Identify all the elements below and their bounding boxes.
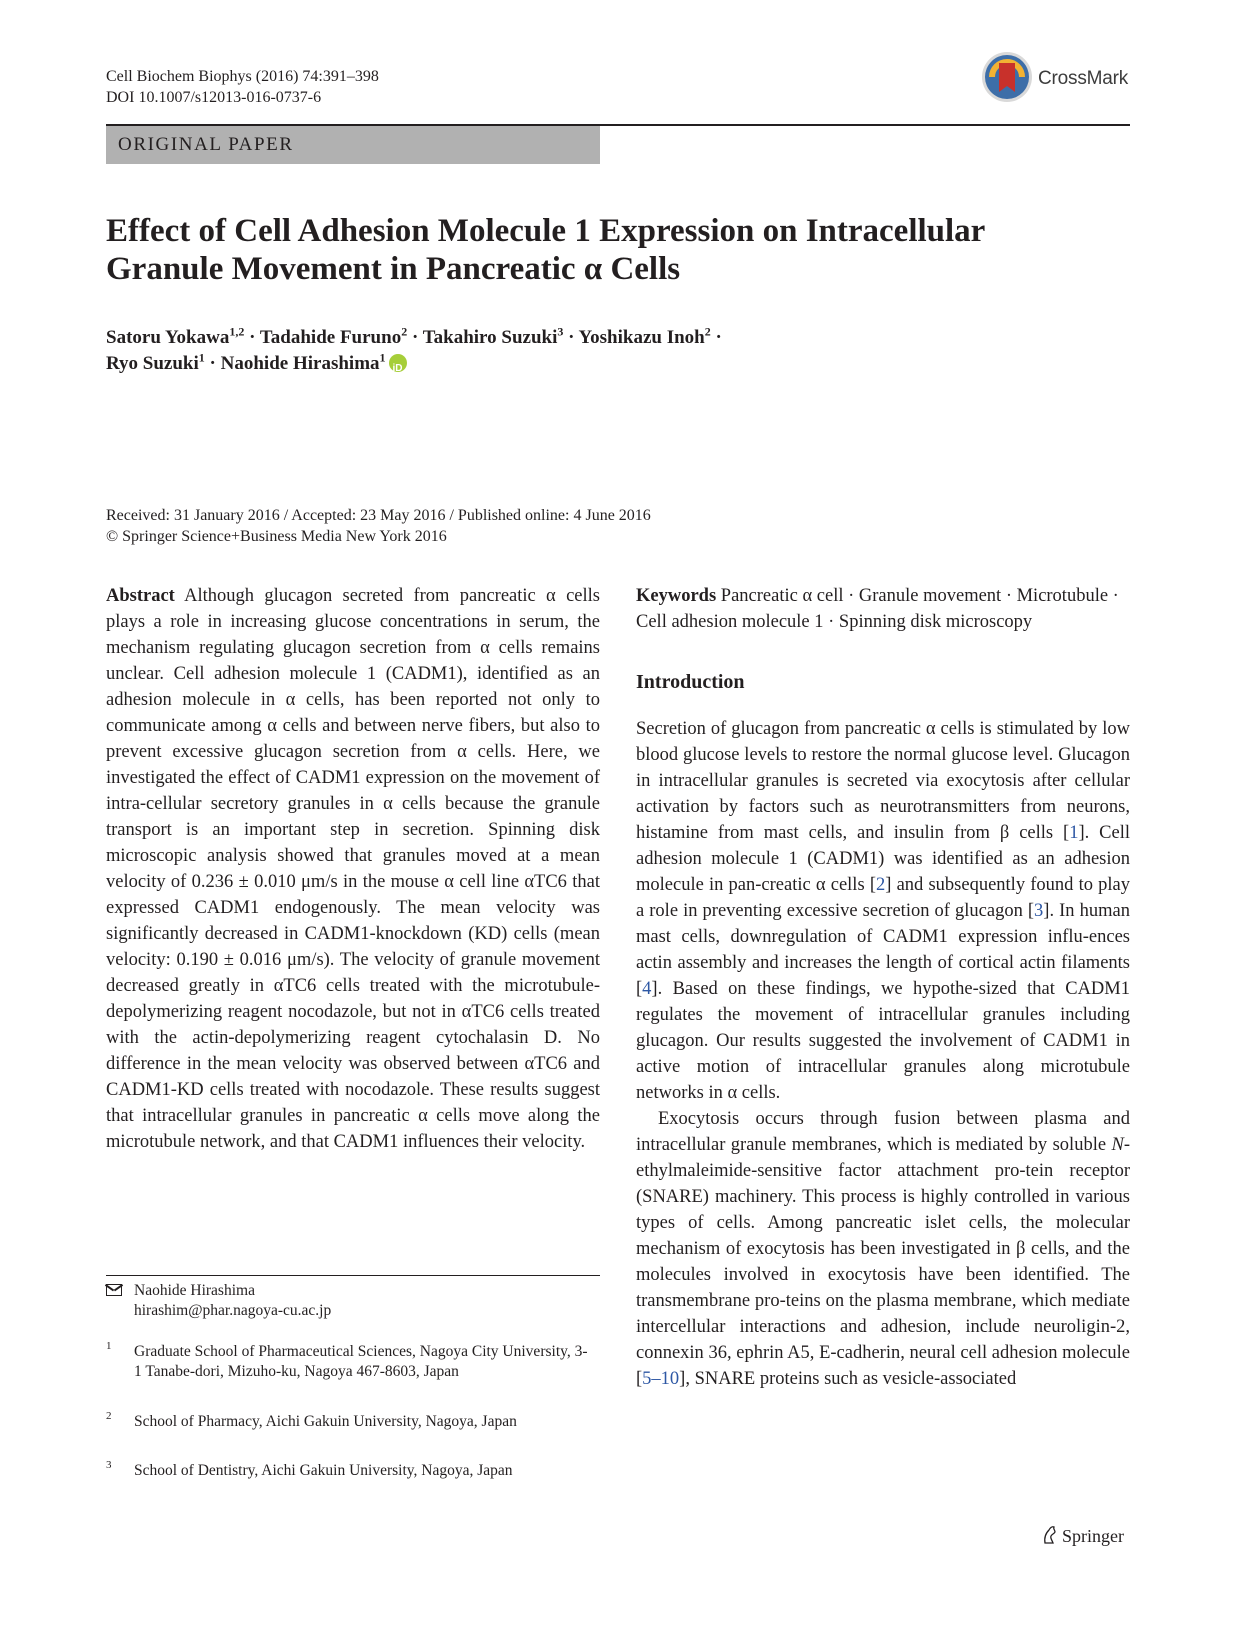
citation-link[interactable]: 2 [876, 875, 886, 895]
title-line-1: Effect of Cell Adhesion Molecule 1 Expression on Intracellular [106, 213, 986, 249]
author-affiliation: 2 [704, 324, 711, 339]
author-name[interactable]: Takahiro Suzuki [422, 327, 558, 348]
author-name[interactable]: Satoru Yokawa [106, 327, 230, 348]
author-line-2 [106, 351, 1106, 377]
crossmark-label: CrossMark [1038, 68, 1129, 89]
author-line-1 [106, 325, 1106, 351]
author-separator: · [209, 353, 216, 374]
citation-link[interactable]: 3 [1034, 901, 1044, 921]
text-run: ] and subsequently found to play a role in preventing excessive secretion of glucagon [ [636, 875, 1131, 921]
author-name[interactable]: Ryo Suzuki [106, 353, 199, 374]
crossmark-badge[interactable] [980, 50, 1130, 106]
introduction-heading: Introduction [636, 671, 745, 693]
correspondence-name: Naohide Hirashima [134, 1282, 255, 1299]
orcid-icon[interactable] [389, 354, 407, 372]
author-separator: · [715, 327, 722, 348]
author-list [106, 325, 1106, 377]
affiliation-3: School of Dentistry, Aichi Gakuin University, Nagoya, Japan [134, 1462, 513, 1479]
crossmark-icon [980, 50, 1034, 104]
journal-citation [106, 66, 379, 108]
author-name[interactable]: Yoshikazu Inoh [578, 327, 705, 348]
correspondence [134, 1281, 600, 1321]
title-line-2: Granule Movement in Pancreatic α Cells [106, 251, 681, 287]
keywords [636, 583, 1130, 635]
author-affiliation: 1 [379, 350, 386, 365]
right-column [636, 583, 1130, 1392]
affiliation-number: 3 [106, 1459, 112, 1471]
affiliation-1: Graduate School of Pharmaceutical Sciences, Nagoya City University, 3-1 Tanabe-dori, Mizuho-ku, Nagoya 467-8603, Japan [134, 1343, 588, 1380]
publisher-logo [1042, 1525, 1124, 1547]
abstract [106, 583, 600, 1155]
left-column [106, 583, 600, 1155]
envelope-icon [106, 1284, 122, 1296]
article-title [106, 212, 1106, 288]
text-run: ]. Based on these findings, we hypothe-sized that CADM1 regulates the movement of intracellular granules including glucagon. Our results suggested the involvement of CADM1 in active motion of intracellular granules along microtubule networks in α cells. [636, 979, 1130, 1103]
copyright: © Springer Science+Business Media New York 2016 [106, 528, 447, 545]
affiliation-number: 1 [106, 1340, 112, 1352]
article-type: ORIGINAL PAPER [118, 134, 294, 155]
text-run: ]. In human mast cells, downregulation of CADM1 expression influ-ences actin assembly and increases the length of cortical actin filaments [ [636, 901, 1130, 999]
text-run: ]. Cell adhesion molecule 1 (CADM1) was identified as an adhesion molecule in pan-creatic α cells [ [636, 823, 1130, 895]
citation-link[interactable]: 1 [1069, 823, 1079, 843]
text-run: Exocytosis occurs through fusion between plasma and intracellular granule membranes, which is mediated by soluble [636, 1109, 1130, 1155]
affiliation-number: 2 [106, 1410, 112, 1422]
abstract-text: Although glucagon secreted from pancreatic α cells plays a role in increasing glucose concentrations in serum, the mechanism regulating glucagon secretion from α cells remains unclear. Cell adhesion molecule 1 (CADM1), identified as an adhesion molecule in α cells, has been reported not only to communicate among α cells and between nerve fibers, but also to prevent excessive glucagon secretion from α cells. Here, we investigated the effect of CADM1 expression on the movement of intra-cellular secretory granules in α cells because the granule transport is an important step in secretion. Spinning disk microscopic analysis showed that granules moved at a mean velocity of 0.236 ± 0.010 μm/s in the mouse α cell line αTC6 that expressed CADM1 endogenously. The mean velocity was significantly decreased in CADM1-knockdown (KD) cells (mean velocity: 0.190 ± 0.016 μm/s). The velocity of granule movement decreased greatly in αTC6 cells treated with the microtubule-depolymerizing reagent nocodazole, but not in αTC6 cells treated with the actin-depolymerizing reagent cytochalasin D. No difference in the mean velocity was observed between αTC6 and CADM1-KD cells treated with nocodazole. These results suggest that intracellular granules in pancreatic α cells move along the microtubule network, and that CADM1 influences their velocity. [106, 586, 601, 1152]
author-name[interactable]: Naohide Hirashima [220, 353, 380, 374]
italic-text: N [1111, 1135, 1124, 1155]
author-affiliation: 1 [198, 350, 205, 365]
citation-link[interactable]: 4 [642, 979, 652, 999]
introduction-paragraph-1 [636, 716, 1130, 1106]
text-run: ], SNARE proteins such as vesicle-associated [679, 1369, 1017, 1389]
author-separator: · [411, 327, 419, 348]
author-separator: · [568, 327, 575, 348]
author-affiliation: 3 [557, 324, 564, 339]
correspondence-email[interactable]: hirashim@phar.nagoya-cu.ac.jp [134, 1302, 332, 1319]
article-type-band [106, 126, 600, 164]
citation-link[interactable]: 5–10 [642, 1369, 680, 1389]
history-dates: Received: 31 January 2016 / Accepted: 23 May 2016 / Published online: 4 June 2016 [106, 507, 651, 524]
doi[interactable]: DOI 10.1007/s12013-016-0737-6 [106, 89, 322, 106]
abstract-label: Abstract [106, 586, 175, 606]
author-affiliation: 1,2 [229, 324, 245, 339]
affiliation-2: School of Pharmacy, Aichi Gakuin University, Nagoya, Japan [134, 1413, 517, 1430]
journal-info: Cell Biochem Biophys (2016) 74:391–398 [106, 68, 379, 85]
author-affiliation: 2 [401, 324, 408, 339]
publisher-name: Springer [1062, 1526, 1124, 1546]
text-run: Secretion of glucagon from pancreatic α cells is stimulated by low blood glucose levels to restore the normal glucose level. Glucagon in intracellular granules is secreted via exocytosis after cellular activation by factors such as neurotransmitters from neurons, histamine from mast cells, and insulin from β cells [ [636, 719, 1130, 843]
author-separator: · [249, 327, 256, 348]
keywords-text: Pancreatic α cell · Granule movement · Microtubule · Cell adhesion molecule 1 · Spinning disk microscopy [636, 586, 1119, 632]
text-run: -ethylmaleimide-sensitive factor attachment pro-tein receptor (SNARE) machinery. This process is highly controlled in various types of cells. Among pancreatic islet cells, the molecular mechanism of exocytosis has been investigated in β cells, and the molecules involved in exocytosis have been identified. The transmembrane pro-teins on the plasma membrane, which mediate intercellular interactions and adhesion, include neuroligin-2, connexin 36, ephrin A5, E-cadherin, neural cell adhesion molecule [ [636, 1135, 1130, 1389]
author-name[interactable]: Tadahide Furuno [259, 327, 402, 348]
springer-horse-icon [1042, 1525, 1058, 1545]
keywords-label: Keywords [636, 586, 717, 606]
footnote-rule [106, 1275, 600, 1276]
publication-dates [106, 505, 651, 547]
introduction-paragraph-2 [636, 1106, 1130, 1392]
